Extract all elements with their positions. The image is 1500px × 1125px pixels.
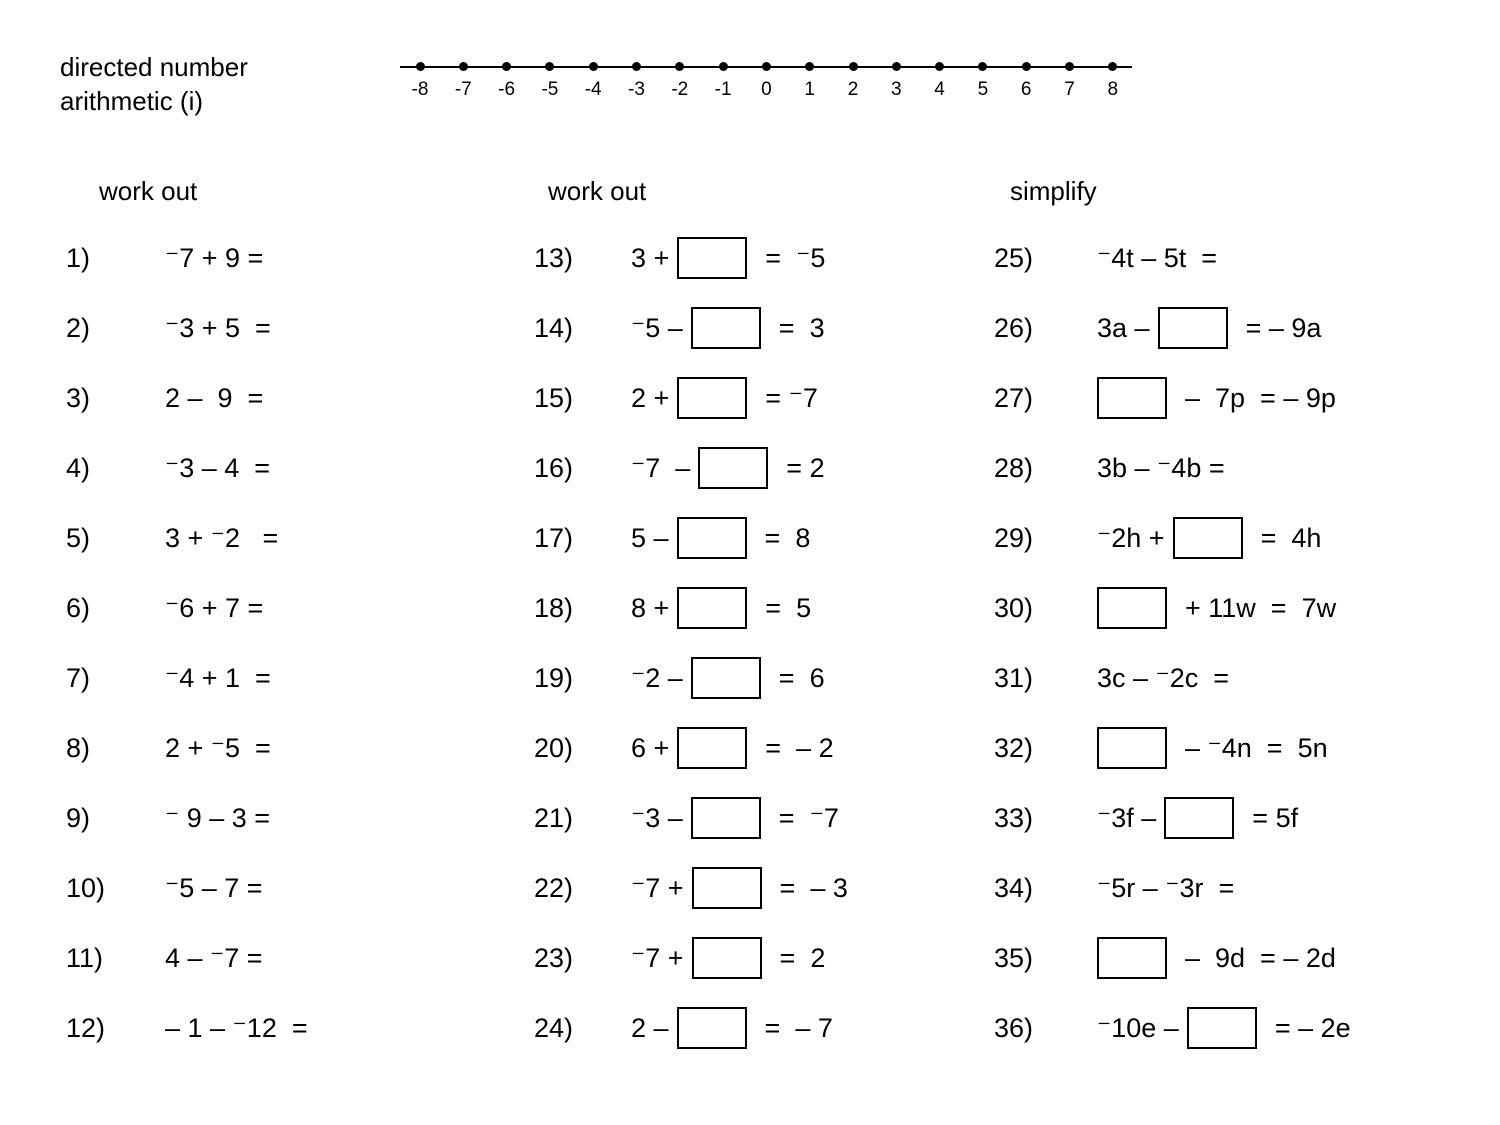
problem-expression — [165, 936, 263, 980]
tick-dot — [1108, 62, 1117, 71]
problem-number: 5) — [66, 522, 91, 553]
tick-label: 1 — [804, 79, 815, 100]
expression-left: ⁻2h + — [1097, 522, 1165, 553]
expression-right: = – 2e — [1274, 1012, 1351, 1043]
problem-expression — [1097, 866, 1234, 910]
problem-number: 2) — [66, 312, 91, 343]
problem-number: 21) — [534, 802, 574, 833]
tick-dot — [935, 62, 944, 71]
tick-dot — [545, 62, 554, 71]
problem-expression — [165, 656, 271, 700]
number-line-tick — [920, 55, 960, 101]
problem-number: 22) — [534, 872, 574, 903]
expression-right: – 7p = – 9p — [1185, 382, 1336, 413]
problem-number: 14) — [534, 312, 574, 343]
number-line-tick — [530, 55, 570, 101]
problem-expression — [631, 726, 834, 770]
tick-label: -7 — [454, 79, 472, 100]
tick-dot — [762, 62, 771, 71]
problem-expression — [1097, 1006, 1351, 1050]
number-line-tick — [487, 55, 527, 101]
expression-left: 3c – ⁻2c = — [1097, 662, 1230, 693]
expression-left: ⁻7 + — [631, 942, 684, 973]
tick-label: -5 — [541, 79, 559, 100]
tick-label: -3 — [628, 79, 645, 100]
expression-left: ⁻7 + 9 = — [165, 242, 264, 273]
tick-dot — [719, 62, 728, 71]
answer-box[interactable] — [1097, 727, 1167, 769]
number-line-tick — [1050, 55, 1090, 101]
expression-right: = 3 — [778, 312, 825, 343]
tick-label: 6 — [1020, 79, 1032, 100]
expression-left: 6 + — [631, 732, 670, 763]
problem-expression — [1097, 306, 1321, 350]
problem-expression — [631, 236, 825, 280]
problem-expression — [1097, 656, 1229, 700]
answer-box[interactable] — [677, 517, 747, 559]
problem-expression — [165, 446, 270, 490]
tick-dot — [675, 62, 684, 71]
number-line — [400, 55, 1135, 105]
problem-number: 23) — [534, 942, 574, 973]
tick-dot — [416, 62, 425, 71]
problem-number: 4) — [66, 452, 91, 483]
problem-expression — [165, 306, 271, 350]
expression-right: = 6 — [778, 662, 825, 693]
answer-box[interactable] — [1097, 587, 1167, 629]
tick-dot — [502, 62, 511, 71]
problem-number: 26) — [994, 312, 1034, 343]
problem-number: 24) — [534, 1012, 574, 1043]
tick-label: -4 — [584, 79, 602, 100]
problem-number: 25) — [994, 242, 1034, 273]
problem-number: 3) — [66, 382, 91, 413]
tick-dot — [1022, 62, 1031, 71]
number-line-tick — [660, 55, 700, 101]
expression-right: – 9d = – 2d — [1185, 942, 1336, 973]
expression-left: ⁻3f – — [1097, 802, 1157, 833]
problem-number: 27) — [994, 382, 1034, 413]
answer-box[interactable] — [692, 867, 762, 909]
problem-expression — [631, 516, 810, 560]
problem-expression — [165, 236, 263, 280]
expression-right: = 2 — [786, 452, 825, 483]
number-line-tick — [790, 55, 830, 101]
expression-right: – ⁻4n = 5n — [1185, 732, 1328, 763]
problem-expression — [631, 936, 825, 980]
number-line-tick — [1093, 55, 1133, 101]
problem-expression — [1097, 586, 1336, 630]
tick-dot — [805, 62, 814, 71]
expression-left: ⁻3 – 4 = — [165, 452, 271, 483]
expression-left: 2 + — [631, 382, 670, 413]
tick-label: -8 — [411, 79, 429, 100]
problem-expression — [1097, 796, 1298, 840]
expression-right: = 8 — [764, 522, 811, 553]
expression-right: = 4h — [1260, 522, 1322, 553]
problem-number: 9) — [66, 802, 91, 833]
tick-dot — [892, 62, 901, 71]
problem-expression — [1097, 936, 1336, 980]
expression-right: = ⁻5 — [765, 242, 826, 273]
expression-left: ⁻5r – ⁻3r = — [1097, 872, 1235, 903]
problem-number: 18) — [534, 592, 574, 623]
problem-number: 8) — [66, 732, 91, 763]
column-2-heading: work out — [548, 176, 647, 206]
tick-label: -1 — [714, 79, 732, 100]
answer-box[interactable] — [691, 797, 761, 839]
expression-left: 3 + — [631, 242, 670, 273]
problem-expression — [631, 796, 839, 840]
problem-expression — [631, 866, 848, 910]
problem-expression — [631, 376, 818, 420]
column-1-heading: work out — [99, 176, 198, 206]
expression-left: ⁻3 – — [631, 802, 683, 833]
problem-number: 7) — [66, 662, 91, 693]
tick-label: 2 — [847, 79, 859, 100]
expression-left: 2 – — [631, 1012, 669, 1043]
tick-label: 4 — [934, 79, 945, 100]
expression-left: 3b – ⁻4b = — [1097, 452, 1225, 483]
problem-number: 13) — [534, 242, 574, 273]
expression-left: 2 + ⁻5 = — [165, 732, 271, 763]
problem-number: 17) — [534, 522, 574, 553]
problem-expression — [631, 306, 825, 350]
problem-number: 32) — [994, 732, 1034, 763]
title-line-1: directed number — [60, 52, 248, 82]
expression-right: = 5 — [765, 592, 812, 623]
problem-expression — [165, 1006, 308, 1050]
expression-left: ⁻4 + 1 = — [165, 662, 271, 693]
number-line-tick — [1006, 55, 1046, 101]
problem-number: 16) — [534, 452, 574, 483]
expression-left: ⁻7 – — [631, 452, 691, 483]
tick-dot — [632, 62, 641, 71]
answer-box[interactable] — [1097, 377, 1167, 419]
expression-left: – 1 – ⁻12 = — [165, 1012, 308, 1043]
expression-left: ⁻5 – 7 = — [165, 872, 263, 903]
problem-number: 31) — [994, 662, 1034, 693]
problem-expression — [1097, 376, 1336, 420]
problem-number: 11) — [66, 942, 104, 973]
answer-box[interactable] — [1164, 797, 1234, 839]
expression-left: ⁻5 – — [631, 312, 683, 343]
expression-right: = – 7 — [764, 1012, 833, 1043]
problem-expression — [631, 1006, 833, 1050]
tick-dot — [1065, 62, 1074, 71]
answer-box[interactable] — [1158, 307, 1228, 349]
problem-number: 1) — [66, 242, 91, 273]
expression-right: = 5f — [1252, 802, 1299, 833]
problem-expression — [165, 516, 278, 560]
answer-box[interactable] — [691, 307, 761, 349]
number-line-tick — [617, 55, 657, 101]
number-line-tick — [876, 55, 916, 101]
number-line-tick — [703, 55, 743, 101]
problem-number: 34) — [994, 872, 1034, 903]
problem-number: 28) — [994, 452, 1034, 483]
tick-label: 3 — [891, 79, 902, 100]
expression-left: ⁻4t – 5t = — [1097, 242, 1218, 273]
answer-box[interactable] — [1173, 517, 1243, 559]
problem-number: 30) — [994, 592, 1034, 623]
tick-label: 5 — [977, 79, 989, 100]
problem-expression — [1097, 446, 1225, 490]
answer-box[interactable] — [692, 937, 762, 979]
problem-number: 20) — [534, 732, 574, 763]
answer-box[interactable] — [677, 377, 747, 419]
tick-label: 7 — [1064, 79, 1075, 100]
expression-left: 5 – — [631, 522, 669, 553]
answer-box[interactable] — [677, 727, 747, 769]
number-line-tick — [746, 55, 786, 101]
answer-box[interactable] — [1187, 1007, 1257, 1049]
problem-number: 19) — [534, 662, 574, 693]
expression-left: ⁻7 + — [631, 872, 684, 903]
number-line-tick — [443, 55, 483, 101]
problem-number: 36) — [994, 1012, 1034, 1043]
problem-expression — [1097, 236, 1217, 280]
expression-right: = – 2 — [765, 732, 834, 763]
number-line-tick — [833, 55, 873, 101]
problem-expression — [631, 656, 825, 700]
problem-number: 33) — [994, 802, 1034, 833]
problem-expression — [631, 586, 811, 630]
number-line-tick — [400, 55, 440, 101]
problem-expression — [1097, 726, 1328, 770]
expression-left: ⁻3 + 5 = — [165, 312, 271, 343]
problem-number: 35) — [994, 942, 1034, 973]
problem-expression — [165, 376, 263, 420]
answer-box[interactable] — [698, 447, 768, 489]
answer-box[interactable] — [1097, 937, 1167, 979]
problem-expression — [631, 446, 825, 490]
expression-right: + 11w = 7w — [1185, 592, 1337, 623]
tick-dot — [849, 62, 858, 71]
tick-dot — [978, 62, 987, 71]
expression-left: 3 + ⁻2 = — [165, 522, 279, 553]
tick-label: 0 — [761, 79, 772, 100]
problem-expression — [1097, 516, 1321, 560]
tick-label: -2 — [671, 79, 689, 100]
expression-right: = ⁻7 — [778, 802, 839, 833]
answer-box[interactable] — [677, 1007, 747, 1049]
expression-left: 4 – ⁻7 = — [165, 942, 263, 973]
expression-right: = – 9a — [1245, 312, 1322, 343]
problem-number: 10) — [66, 872, 106, 903]
problem-number: 12) — [66, 1012, 106, 1043]
title-line-2: arithmetic (i) — [60, 86, 204, 116]
number-line-tick — [573, 55, 613, 101]
tick-dot — [459, 62, 468, 71]
expression-left: 2 – 9 = — [165, 382, 264, 413]
expression-left: 3a – — [1097, 312, 1150, 343]
expression-left: ⁻10e – — [1097, 1012, 1179, 1043]
expression-left: ⁻2 – — [631, 662, 683, 693]
expression-right: = 2 — [779, 942, 826, 973]
worksheet-title — [60, 50, 248, 118]
problem-number: 6) — [66, 592, 91, 623]
tick-label: -6 — [498, 79, 516, 100]
expression-left: ⁻ 9 – 3 = — [165, 802, 271, 833]
problem-expression — [165, 726, 271, 770]
problem-number: 15) — [534, 382, 574, 413]
expression-left: 8 + — [631, 592, 670, 623]
problem-expression — [165, 866, 263, 910]
tick-dot — [589, 62, 598, 71]
answer-box[interactable] — [677, 237, 747, 279]
expression-right: = – 3 — [779, 872, 848, 903]
number-line-tick — [963, 55, 1003, 101]
answer-box[interactable] — [677, 587, 747, 629]
problem-expression — [165, 586, 263, 630]
column-3-heading: simplify — [1010, 176, 1097, 206]
expression-left: ⁻6 + 7 = — [165, 592, 264, 623]
expression-right: = ⁻7 — [765, 382, 818, 413]
answer-box[interactable] — [691, 657, 761, 699]
problem-expression — [165, 796, 270, 840]
tick-label: 8 — [1107, 79, 1119, 100]
problem-number: 29) — [994, 522, 1034, 553]
